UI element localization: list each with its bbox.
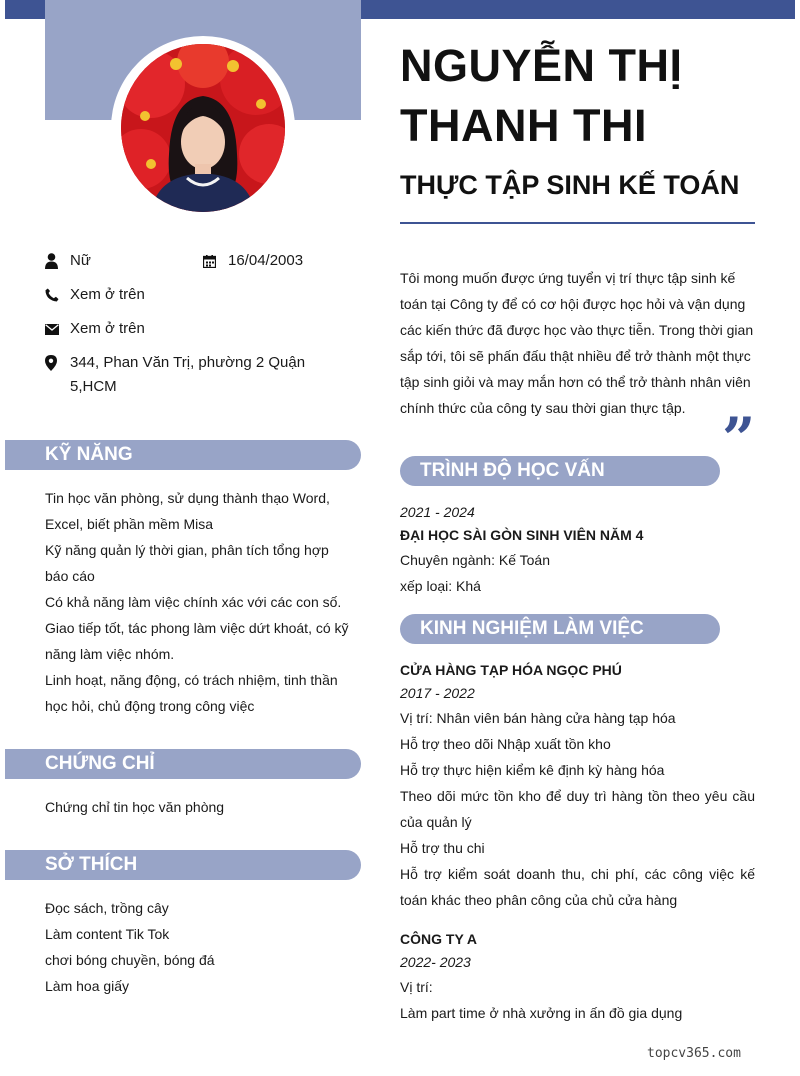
list-item: Làm content Tik Tok bbox=[45, 926, 170, 942]
job-duties-list bbox=[400, 974, 755, 1026]
gender-row bbox=[45, 249, 91, 273]
job-company: CÔNG TY A bbox=[400, 931, 478, 947]
education-major: Chuyên ngành: Kế Toán bbox=[400, 552, 550, 568]
address-row bbox=[45, 351, 335, 399]
location-pin-icon bbox=[45, 351, 70, 375]
job-period: 2022- 2023 bbox=[400, 954, 471, 970]
certificates-title: CHỨNG CHỈ bbox=[45, 753, 155, 774]
experience-header bbox=[400, 614, 720, 644]
education-header bbox=[400, 456, 720, 486]
portrait-illustration bbox=[121, 44, 285, 212]
list-item: Giao tiếp tốt, tác phong làm việc dứt khoát, có kỹ năng làm việc nhóm. bbox=[45, 620, 349, 662]
certificates-header bbox=[5, 749, 361, 779]
job-duties-list bbox=[400, 705, 755, 913]
list-item: Làm hoa giấy bbox=[45, 978, 130, 994]
experience-title: KINH NGHIỆM LÀM VIỆC bbox=[420, 618, 644, 639]
list-item: Linh hoạt, năng động, có trách nhiệm, tinh thần học hỏi, chủ động trong công việc bbox=[45, 672, 338, 714]
skills-list bbox=[45, 485, 355, 719]
skills-title: KỸ NĂNG bbox=[45, 444, 133, 465]
phone-value: Xem ở trên bbox=[70, 286, 145, 303]
education-grade: xếp loại: Khá bbox=[400, 578, 481, 594]
person-icon bbox=[45, 249, 70, 273]
phone-icon bbox=[45, 283, 70, 307]
list-item: Làm part time ở nhà xưởng in ấn đồ gia dụng bbox=[400, 1005, 683, 1021]
job-company: CỬA HÀNG TẠP HÓA NGỌC PHÚ bbox=[400, 662, 622, 678]
list-item: Đọc sách, trồng cây bbox=[45, 900, 169, 916]
list-item: Tin học văn phòng, sử dụng thành thạo Word, Excel, biết phần mềm Misa bbox=[45, 490, 330, 532]
list-item: Hỗ trợ thu chi bbox=[400, 840, 485, 856]
list-item: Hỗ trợ thực hiện kiểm kê định kỳ hàng hóa bbox=[400, 762, 665, 778]
email-value: Xem ở trên bbox=[70, 320, 145, 337]
phone-row bbox=[45, 283, 145, 307]
list-item: Kỹ năng quản lý thời gian, phân tích tổng hợp báo cáo bbox=[45, 542, 329, 584]
calendar-icon bbox=[203, 249, 228, 273]
list-item: Theo dõi mức tồn kho để duy trì hàng tồn theo yêu cầu của quản lý bbox=[400, 788, 755, 830]
education-period: 2021 - 2024 bbox=[400, 504, 475, 520]
hobbies-header bbox=[5, 850, 361, 880]
education-title: TRÌNH ĐỘ HỌC VẤN bbox=[420, 460, 605, 481]
career-objective: Tôi mong muốn được ứng tuyển vị trí thực tập sinh kế toán tại Công ty để có cơ hội được học hỏi và vận dụng các kiến thức đã được học vào thực tiễn. Trong thời gian sắp tới, tôi sẽ phấn đấu thật nhiều để trở thành một thực tập sinh giỏi và may mắn hơn có thể trở thành nhân viên chính thức của công ty sau thời gian thực tập. bbox=[400, 270, 754, 416]
gender-value: Nữ bbox=[70, 252, 91, 269]
title-divider bbox=[400, 222, 755, 224]
birthdate-row bbox=[203, 249, 303, 273]
list-item: Chứng chỉ tin học văn phòng bbox=[45, 799, 225, 815]
hobbies-list bbox=[45, 895, 355, 999]
portrait-photo bbox=[121, 44, 285, 212]
quote-icon: ” bbox=[722, 405, 756, 473]
email-row bbox=[45, 317, 145, 341]
watermark-footer: topcv365.com bbox=[647, 1046, 741, 1061]
list-item: Vị trí: Nhân viên bán hàng cửa hàng tạp hóa bbox=[400, 710, 676, 726]
skills-header bbox=[5, 440, 361, 470]
job-period: 2017 - 2022 bbox=[400, 685, 475, 701]
list-item: Hỗ trợ theo dõi Nhập xuất tồn kho bbox=[400, 736, 611, 752]
list-item: Vị trí: bbox=[400, 979, 433, 995]
certificates-list bbox=[45, 794, 355, 820]
list-item: chơi bóng chuyền, bóng đá bbox=[45, 952, 215, 968]
list-item: Có khả năng làm việc chính xác với các con số. bbox=[45, 594, 342, 610]
address-value: 344, Phan Văn Trị, phường 2 Quận 5,HCM bbox=[70, 354, 306, 395]
education-school: ĐẠI HỌC SÀI GÒN SINH VIÊN NĂM 4 bbox=[400, 527, 644, 543]
job-title: THỰC TẬP SINH KẾ TOÁN bbox=[400, 170, 740, 200]
list-item: Hỗ trợ kiểm soát doanh thu, chi phí, các công việc kế toán khác theo phân công của chủ cửa hàng bbox=[400, 866, 755, 908]
hobbies-title: SỞ THÍCH bbox=[45, 854, 138, 875]
birthdate-value: 16/04/2003 bbox=[228, 252, 304, 269]
candidate-name: NGUYỄN THỊ THANH THI bbox=[400, 40, 683, 151]
envelope-icon bbox=[45, 317, 70, 341]
